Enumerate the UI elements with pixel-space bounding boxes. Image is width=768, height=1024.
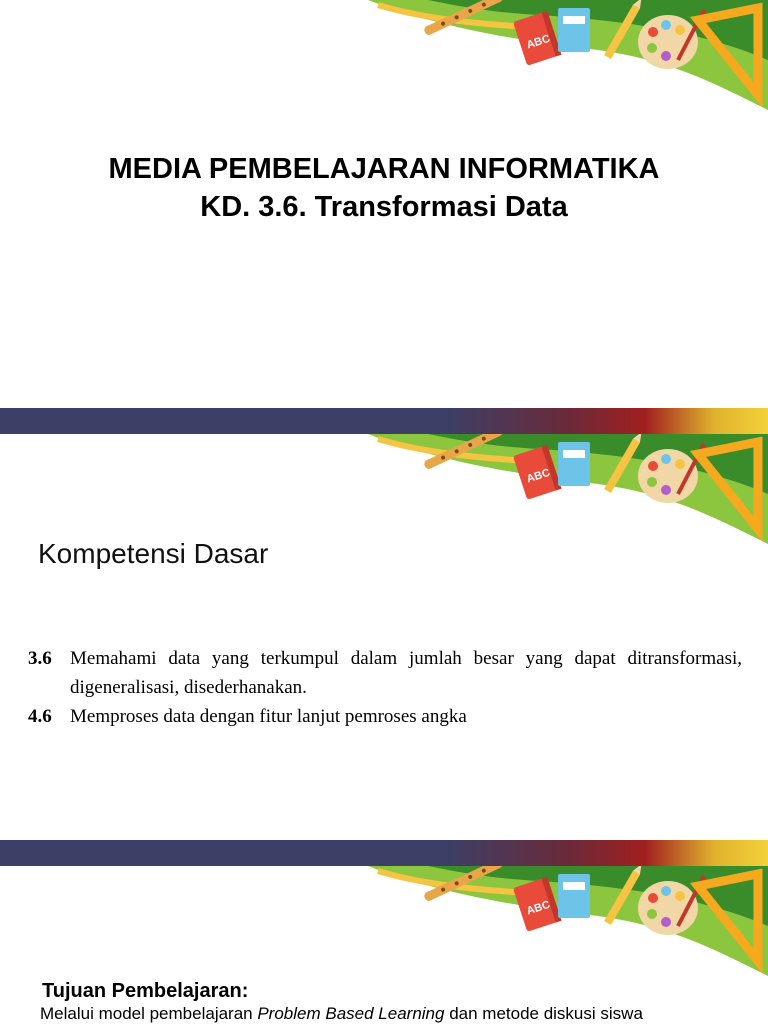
body-suffix: dan metode diskusi siswa <box>444 1004 643 1023</box>
kd-number: 3.6 <box>28 648 52 669</box>
slide-tujuan <box>0 866 768 1024</box>
kd-item <box>28 644 742 702</box>
kd-list <box>28 644 742 731</box>
section-body <box>40 1004 740 1024</box>
slide-divider <box>0 840 768 866</box>
slide-kompetensi <box>0 434 768 840</box>
section-heading: Kompetensi Dasar <box>38 538 269 569</box>
school-supplies-decoration-icon <box>368 0 768 110</box>
kd-text: Memahami data yang terkumpul dalam jumlah besar yang dapat ditransformasi, digeneralisasi, disederhanakan. <box>70 648 742 698</box>
kd-text: Memproses data dengan fitur lanjut pemroses angka <box>70 706 467 727</box>
school-supplies-decoration-icon <box>368 866 768 976</box>
section-heading: Tujuan Pembelajaran: <box>42 980 249 1002</box>
body-prefix: Melalui model pembelajaran <box>40 1004 258 1023</box>
title-line-1: MEDIA PEMBELAJARAN INFORMATIKA <box>108 153 660 185</box>
slide-title-text <box>0 150 768 226</box>
slide-title <box>0 0 768 408</box>
body-italic: Problem Based Learning <box>257 1004 445 1023</box>
slide-divider <box>0 408 768 434</box>
kd-number: 4.6 <box>28 706 52 727</box>
kd-item <box>28 702 742 731</box>
school-supplies-decoration-icon <box>368 434 768 544</box>
title-line-2: KD. 3.6. Transformasi Data <box>200 191 568 223</box>
